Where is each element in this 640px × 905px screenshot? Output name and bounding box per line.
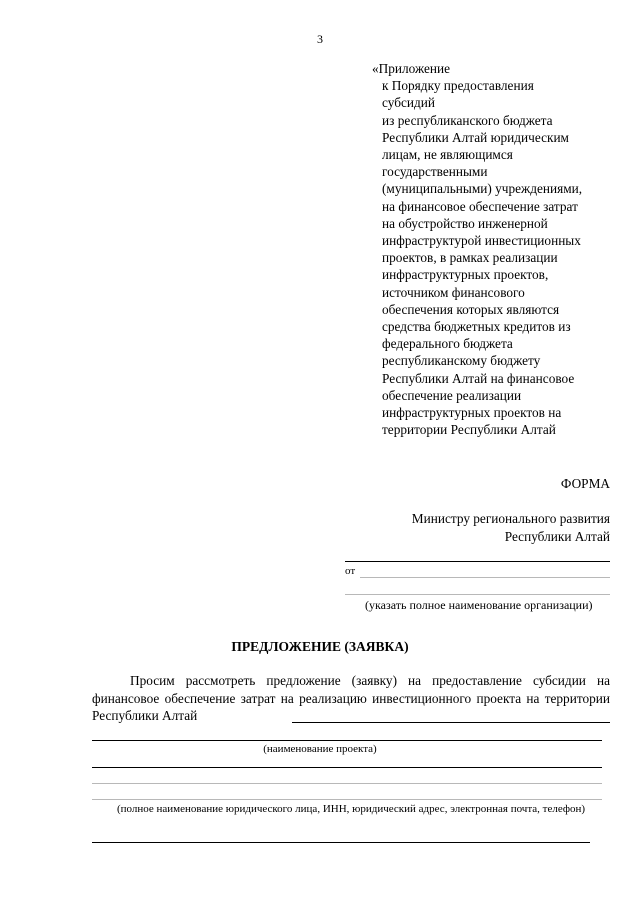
appendix-line: лицам, не являющимся	[382, 147, 513, 163]
appendix-line: проектов, в рамках реализации	[382, 250, 558, 266]
appendix-line: на обустройство инженерной	[382, 215, 548, 231]
appendix-line: обеспечения которых являются	[382, 301, 560, 317]
appendix-line: Республики Алтай на финансовое	[382, 370, 575, 386]
legal-entity-line-3[interactable]	[92, 799, 602, 800]
legal-entity-line-2[interactable]	[92, 783, 602, 784]
project-inline-blank[interactable]	[292, 722, 610, 723]
appendix-line: территории Республики Алтай	[382, 422, 556, 438]
appendix-line: на финансовое обеспечение затрат	[382, 198, 578, 214]
appendix-line: федерального бюджета	[382, 336, 513, 352]
appendix-header	[372, 60, 640, 438]
appendix-line: инфраструктурой инвестиционных	[382, 233, 581, 249]
appendix-line: средства бюджетных кредитов из	[382, 319, 571, 335]
legal-entity-hint: (полное наименование юридического лица, ИНН, юридический адрес, электронная почта, телефон)	[116, 803, 586, 815]
appendix-line: (муниципальными) учреждениями,	[382, 181, 583, 197]
legal-entity-line-1[interactable]	[92, 767, 602, 768]
appendix-line: Республики Алтай юридическим	[382, 129, 569, 145]
bottom-blank-line[interactable]	[92, 842, 590, 843]
appendix-line: государственными	[382, 164, 488, 180]
document-title: ПРЕДЛОЖЕНИЕ (ЗАЯВКА)	[231, 639, 409, 654]
appendix-line: источником финансового	[382, 284, 525, 300]
page-number: 3	[317, 32, 323, 46]
organization-hint: (указать полное наименование организации)	[365, 598, 593, 612]
project-name-line[interactable]	[92, 740, 602, 741]
appendix-line: субсидий	[382, 95, 435, 111]
appendix-line: к Порядку предоставления	[382, 78, 534, 94]
request-text: Просим рассмотреть предложение (заявку) на предоставление субсидии на финансовое обеспечение затрат на реализацию инвестиционного проекта на территории Республики Алтай	[92, 673, 610, 723]
from-blank-line-1[interactable]	[345, 561, 610, 562]
project-name-hint: (наименование проекта)	[263, 743, 377, 755]
appendix-line: «Приложение	[372, 61, 451, 76]
appendix-line: из республиканского бюджета	[382, 112, 553, 128]
form-label: ФОРМА	[560, 476, 610, 491]
addressee-block	[412, 510, 610, 546]
appendix-line: обеспечение реализации	[382, 387, 522, 403]
request-paragraph	[92, 672, 610, 725]
addressee-line-2: Республики Алтай	[504, 529, 610, 544]
appendix-line: инфраструктурных проектов,	[382, 267, 549, 283]
from-label: от	[345, 565, 356, 577]
appendix-line: республиканскому бюджету	[382, 353, 541, 369]
appendix-line: инфраструктурных проектов на	[382, 405, 562, 421]
from-blank-line-3[interactable]	[345, 594, 610, 595]
addressee-line-1: Министру регионального развития	[411, 511, 610, 526]
from-blank-line-2[interactable]	[360, 577, 610, 578]
